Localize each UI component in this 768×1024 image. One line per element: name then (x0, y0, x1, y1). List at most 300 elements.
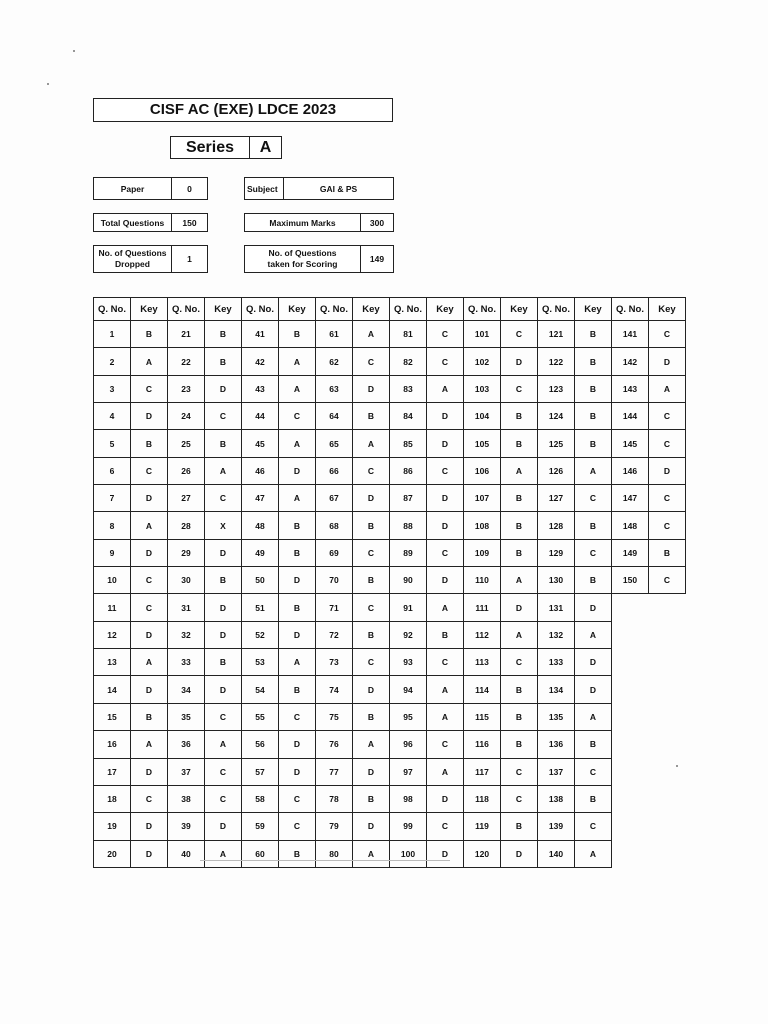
table-row (94, 457, 686, 484)
answer-key-cell: C (205, 485, 242, 512)
answer-key-cell: D (427, 567, 464, 594)
question-number-cell: 50 (242, 567, 279, 594)
empty-cell (612, 703, 649, 730)
answer-key-cell: A (575, 703, 612, 730)
questions-scoring-value: 149 (360, 246, 393, 272)
answer-key-cell: A (205, 731, 242, 758)
answer-key-cell: A (205, 457, 242, 484)
question-number-cell: 106 (464, 457, 501, 484)
question-number-cell: 112 (464, 621, 501, 648)
question-number-cell: 36 (168, 731, 205, 758)
question-number-cell: 21 (168, 321, 205, 348)
question-number-cell: 124 (538, 403, 575, 430)
question-number-cell: 87 (390, 485, 427, 512)
answer-key-cell: D (353, 676, 390, 703)
column-header-qno: Q. No. (464, 298, 501, 321)
answer-key-cell: A (131, 512, 168, 539)
column-header-key: Key (649, 298, 686, 321)
scan-speck (676, 765, 678, 767)
table-row (94, 731, 686, 758)
footer-rule (200, 860, 450, 861)
questions-scoring-box (244, 245, 394, 273)
answer-key-cell: C (427, 321, 464, 348)
question-number-cell: 52 (242, 621, 279, 648)
answer-key-cell: B (501, 731, 538, 758)
question-number-cell: 70 (316, 567, 353, 594)
question-number-cell: 143 (612, 375, 649, 402)
column-header-qno: Q. No. (612, 298, 649, 321)
questions-dropped-box (93, 245, 208, 273)
answer-key-cell: D (205, 594, 242, 621)
question-number-cell: 5 (94, 430, 131, 457)
question-number-cell: 134 (538, 676, 575, 703)
empty-cell (612, 731, 649, 758)
empty-cell (612, 621, 649, 648)
question-number-cell: 54 (242, 676, 279, 703)
question-number-cell: 96 (390, 731, 427, 758)
answer-key-cell: C (575, 758, 612, 785)
answer-key-cell: B (279, 840, 316, 867)
answer-key-cell: D (131, 621, 168, 648)
answer-key-cell: A (575, 621, 612, 648)
answer-key-cell: C (353, 457, 390, 484)
question-number-cell: 61 (316, 321, 353, 348)
answer-key-cell: A (353, 321, 390, 348)
question-number-cell: 141 (612, 321, 649, 348)
empty-cell (649, 676, 686, 703)
question-number-cell: 147 (612, 485, 649, 512)
question-number-cell: 135 (538, 703, 575, 730)
column-header-qno: Q. No. (94, 298, 131, 321)
answer-key-cell: B (575, 321, 612, 348)
question-number-cell: 97 (390, 758, 427, 785)
question-number-cell: 149 (612, 539, 649, 566)
answer-key-cell: D (427, 430, 464, 457)
answer-key-cell: B (501, 703, 538, 730)
empty-cell (612, 649, 649, 676)
question-number-cell: 98 (390, 785, 427, 812)
question-number-cell: 125 (538, 430, 575, 457)
answer-key-cell: D (575, 676, 612, 703)
question-number-cell: 130 (538, 567, 575, 594)
answer-key-cell: D (205, 676, 242, 703)
answer-key-cell: D (279, 567, 316, 594)
answer-key-cell: C (501, 375, 538, 402)
answer-key-cell: C (575, 813, 612, 840)
empty-cell (612, 676, 649, 703)
question-number-cell: 78 (316, 785, 353, 812)
series-box (170, 136, 282, 159)
column-header-qno: Q. No. (316, 298, 353, 321)
answer-key-header-row (94, 298, 686, 321)
answer-key-cell: D (649, 457, 686, 484)
question-number-cell: 55 (242, 703, 279, 730)
answer-key-cell: B (279, 321, 316, 348)
question-number-cell: 89 (390, 539, 427, 566)
question-number-cell: 116 (464, 731, 501, 758)
question-number-cell: 27 (168, 485, 205, 512)
question-number-cell: 150 (612, 567, 649, 594)
table-row (94, 594, 686, 621)
question-number-cell: 113 (464, 649, 501, 676)
answer-key-cell: B (649, 539, 686, 566)
answer-key-cell: C (279, 813, 316, 840)
question-number-cell: 56 (242, 731, 279, 758)
question-number-cell: 6 (94, 457, 131, 484)
question-number-cell: 63 (316, 375, 353, 402)
question-number-cell: 44 (242, 403, 279, 430)
question-number-cell: 101 (464, 321, 501, 348)
answer-key-cell: A (427, 758, 464, 785)
table-row (94, 649, 686, 676)
question-number-cell: 51 (242, 594, 279, 621)
question-number-cell: 4 (94, 403, 131, 430)
question-number-cell: 16 (94, 731, 131, 758)
question-number-cell: 11 (94, 594, 131, 621)
question-number-cell: 85 (390, 430, 427, 457)
empty-cell (612, 758, 649, 785)
question-number-cell: 102 (464, 348, 501, 375)
answer-key-cell: D (427, 840, 464, 867)
answer-key-cell: B (575, 785, 612, 812)
question-number-cell: 57 (242, 758, 279, 785)
answer-key-cell: C (131, 457, 168, 484)
answer-key-cell: A (353, 731, 390, 758)
column-header-key: Key (131, 298, 168, 321)
total-questions-label: Total Questions (100, 217, 165, 228)
question-number-cell: 121 (538, 321, 575, 348)
question-number-cell: 114 (464, 676, 501, 703)
answer-key-cell: C (205, 758, 242, 785)
answer-key-cell: A (427, 375, 464, 402)
answer-key-cell: B (279, 512, 316, 539)
question-number-cell: 53 (242, 649, 279, 676)
questions-dropped-label: No. of Questions Dropped (98, 248, 167, 269)
answer-key-cell: B (353, 403, 390, 430)
answer-key-cell: C (131, 567, 168, 594)
question-number-cell: 43 (242, 375, 279, 402)
answer-key-cell: C (501, 758, 538, 785)
question-number-cell: 128 (538, 512, 575, 539)
table-row (94, 348, 686, 375)
total-questions-value: 150 (171, 214, 207, 231)
series-value: A (259, 139, 272, 156)
answer-key-cell: A (205, 840, 242, 867)
question-number-cell: 9 (94, 539, 131, 566)
answer-key-cell: B (501, 676, 538, 703)
answer-key-cell: D (279, 731, 316, 758)
answer-key-cell: D (353, 758, 390, 785)
question-number-cell: 104 (464, 403, 501, 430)
answer-key-cell: D (353, 375, 390, 402)
answer-key-cell: A (279, 485, 316, 512)
answer-key-cell: B (279, 539, 316, 566)
question-number-cell: 127 (538, 485, 575, 512)
answer-key-cell: B (279, 676, 316, 703)
answer-key-cell: D (501, 594, 538, 621)
question-number-cell: 2 (94, 348, 131, 375)
question-number-cell: 64 (316, 403, 353, 430)
answer-key-cell: C (649, 512, 686, 539)
question-number-cell: 148 (612, 512, 649, 539)
answer-key-cell: D (131, 676, 168, 703)
question-number-cell: 107 (464, 485, 501, 512)
answer-key-cell: A (131, 731, 168, 758)
answer-key-cell: D (575, 594, 612, 621)
question-number-cell: 8 (94, 512, 131, 539)
answer-key-cell: C (501, 649, 538, 676)
question-number-cell: 75 (316, 703, 353, 730)
question-number-cell: 142 (612, 348, 649, 375)
column-header-qno: Q. No. (168, 298, 205, 321)
question-number-cell: 33 (168, 649, 205, 676)
answer-key-cell: B (575, 731, 612, 758)
answer-key-cell: B (575, 567, 612, 594)
answer-key-cell: C (649, 321, 686, 348)
empty-cell (649, 703, 686, 730)
question-number-cell: 41 (242, 321, 279, 348)
table-row (94, 375, 686, 402)
question-number-cell: 23 (168, 375, 205, 402)
empty-cell (649, 731, 686, 758)
empty-cell (649, 840, 686, 867)
question-number-cell: 139 (538, 813, 575, 840)
question-number-cell: 74 (316, 676, 353, 703)
question-number-cell: 38 (168, 785, 205, 812)
table-row (94, 403, 686, 430)
scan-speck (73, 50, 75, 52)
answer-key-cell: A (131, 649, 168, 676)
answer-key-cell: D (279, 457, 316, 484)
answer-key-cell: B (131, 321, 168, 348)
question-number-cell: 71 (316, 594, 353, 621)
column-header-key: Key (501, 298, 538, 321)
question-number-cell: 105 (464, 430, 501, 457)
question-number-cell: 68 (316, 512, 353, 539)
answer-key-cell: C (205, 703, 242, 730)
answer-key-table (93, 297, 686, 868)
question-number-cell: 115 (464, 703, 501, 730)
column-header-qno: Q. No. (242, 298, 279, 321)
question-number-cell: 144 (612, 403, 649, 430)
answer-key-cell: C (205, 403, 242, 430)
subject-label: Subject (247, 183, 278, 194)
question-number-cell: 100 (390, 840, 427, 867)
empty-cell (612, 594, 649, 621)
answer-key-cell: A (427, 676, 464, 703)
question-number-cell: 25 (168, 430, 205, 457)
question-number-cell: 86 (390, 457, 427, 484)
question-number-cell: 29 (168, 539, 205, 566)
answer-key-cell: C (649, 567, 686, 594)
answer-key-cell: B (131, 430, 168, 457)
question-number-cell: 3 (94, 375, 131, 402)
answer-key-cell: A (575, 457, 612, 484)
answer-key-cell: B (575, 403, 612, 430)
answer-key-cell: B (279, 594, 316, 621)
empty-cell (649, 785, 686, 812)
question-number-cell: 40 (168, 840, 205, 867)
answer-key-cell: C (353, 348, 390, 375)
answer-key-cell: B (575, 430, 612, 457)
question-number-cell: 95 (390, 703, 427, 730)
answer-key-cell: D (427, 785, 464, 812)
empty-cell (649, 758, 686, 785)
answer-key-cell: B (353, 703, 390, 730)
question-number-cell: 133 (538, 649, 575, 676)
question-number-cell: 24 (168, 403, 205, 430)
column-header-qno: Q. No. (390, 298, 427, 321)
answer-key-cell: D (131, 813, 168, 840)
answer-key-cell: A (131, 348, 168, 375)
question-number-cell: 122 (538, 348, 575, 375)
question-number-cell: 39 (168, 813, 205, 840)
question-number-cell: 35 (168, 703, 205, 730)
subject-value: GAI & PS (283, 178, 393, 199)
answer-key-cell: C (427, 539, 464, 566)
answer-key-cell: B (353, 512, 390, 539)
question-number-cell: 12 (94, 621, 131, 648)
question-number-cell: 49 (242, 539, 279, 566)
question-number-cell: 65 (316, 430, 353, 457)
question-number-cell: 18 (94, 785, 131, 812)
question-number-cell: 7 (94, 485, 131, 512)
answer-key-cell: D (131, 758, 168, 785)
question-number-cell: 47 (242, 485, 279, 512)
answer-key-cell: C (649, 430, 686, 457)
answer-key-cell: C (575, 539, 612, 566)
answer-key-cell: A (279, 375, 316, 402)
empty-cell (649, 594, 686, 621)
question-number-cell: 17 (94, 758, 131, 785)
answer-key-cell: A (501, 621, 538, 648)
answer-key-cell: B (205, 348, 242, 375)
answer-key-cell: A (279, 348, 316, 375)
answer-key-cell: D (279, 758, 316, 785)
table-row (94, 485, 686, 512)
column-header-key: Key (575, 298, 612, 321)
question-number-cell: 32 (168, 621, 205, 648)
question-number-cell: 28 (168, 512, 205, 539)
question-number-cell: 34 (168, 676, 205, 703)
column-header-key: Key (353, 298, 390, 321)
answer-key-cell: D (427, 403, 464, 430)
empty-cell (612, 813, 649, 840)
question-number-cell: 145 (612, 430, 649, 457)
answer-key-cell: B (131, 703, 168, 730)
answer-key-cell: B (575, 375, 612, 402)
question-number-cell: 140 (538, 840, 575, 867)
answer-key-cell: D (279, 621, 316, 648)
answer-key-cell: A (353, 840, 390, 867)
question-number-cell: 73 (316, 649, 353, 676)
answer-key-cell: D (205, 813, 242, 840)
question-number-cell: 118 (464, 785, 501, 812)
question-number-cell: 117 (464, 758, 501, 785)
question-number-cell: 126 (538, 457, 575, 484)
question-number-cell: 30 (168, 567, 205, 594)
empty-cell (649, 621, 686, 648)
question-number-cell: 93 (390, 649, 427, 676)
maximum-marks-value: 300 (360, 214, 393, 231)
answer-key-cell: D (353, 485, 390, 512)
answer-key-cell: B (501, 539, 538, 566)
question-number-cell: 88 (390, 512, 427, 539)
column-header-key: Key (427, 298, 464, 321)
question-number-cell: 92 (390, 621, 427, 648)
answer-key-cell: B (205, 430, 242, 457)
question-number-cell: 94 (390, 676, 427, 703)
question-number-cell: 45 (242, 430, 279, 457)
answer-key-cell: D (131, 539, 168, 566)
answer-key-cell: B (205, 321, 242, 348)
answer-key-cell: B (353, 621, 390, 648)
table-row (94, 430, 686, 457)
answer-key-cell: B (501, 813, 538, 840)
question-number-cell: 80 (316, 840, 353, 867)
question-number-cell: 120 (464, 840, 501, 867)
question-number-cell: 48 (242, 512, 279, 539)
question-number-cell: 109 (464, 539, 501, 566)
answer-key-cell: B (205, 649, 242, 676)
question-number-cell: 82 (390, 348, 427, 375)
question-number-cell: 136 (538, 731, 575, 758)
answer-key-cell: D (501, 840, 538, 867)
empty-cell (612, 785, 649, 812)
questions-scoring-label: No. of Questions taken for Scoring (267, 248, 338, 269)
answer-key-cell: B (427, 621, 464, 648)
question-number-cell: 90 (390, 567, 427, 594)
column-header-key: Key (279, 298, 316, 321)
maximum-marks-label: Maximum Marks (269, 217, 336, 228)
answer-key-cell: C (501, 321, 538, 348)
answer-key-cell: B (205, 567, 242, 594)
questions-dropped-value: 1 (171, 246, 207, 272)
answer-key-cell: D (353, 813, 390, 840)
scan-speck (47, 83, 49, 85)
question-number-cell: 138 (538, 785, 575, 812)
table-row (94, 703, 686, 730)
question-number-cell: 111 (464, 594, 501, 621)
answer-key-cell: B (353, 785, 390, 812)
answer-key-cell: C (353, 539, 390, 566)
question-number-cell: 59 (242, 813, 279, 840)
answer-key-cell: D (427, 485, 464, 512)
question-number-cell: 79 (316, 813, 353, 840)
answer-key-cell: C (427, 731, 464, 758)
answer-key-cell: C (205, 785, 242, 812)
answer-key-cell: B (575, 348, 612, 375)
answer-key-cell: C (279, 785, 316, 812)
table-row (94, 840, 686, 867)
question-number-cell: 83 (390, 375, 427, 402)
answer-key-cell: D (501, 348, 538, 375)
answer-key-cell: C (353, 594, 390, 621)
question-number-cell: 20 (94, 840, 131, 867)
table-row (94, 539, 686, 566)
answer-key-cell: B (501, 430, 538, 457)
table-row (94, 785, 686, 812)
answer-key-cell: D (205, 375, 242, 402)
question-number-cell: 37 (168, 758, 205, 785)
question-number-cell: 132 (538, 621, 575, 648)
question-number-cell: 1 (94, 321, 131, 348)
document-title: CISF AC (EXE) LDCE 2023 (93, 98, 393, 122)
answer-key-cell: B (501, 485, 538, 512)
question-number-cell: 67 (316, 485, 353, 512)
answer-key-cell: B (501, 403, 538, 430)
question-number-cell: 72 (316, 621, 353, 648)
